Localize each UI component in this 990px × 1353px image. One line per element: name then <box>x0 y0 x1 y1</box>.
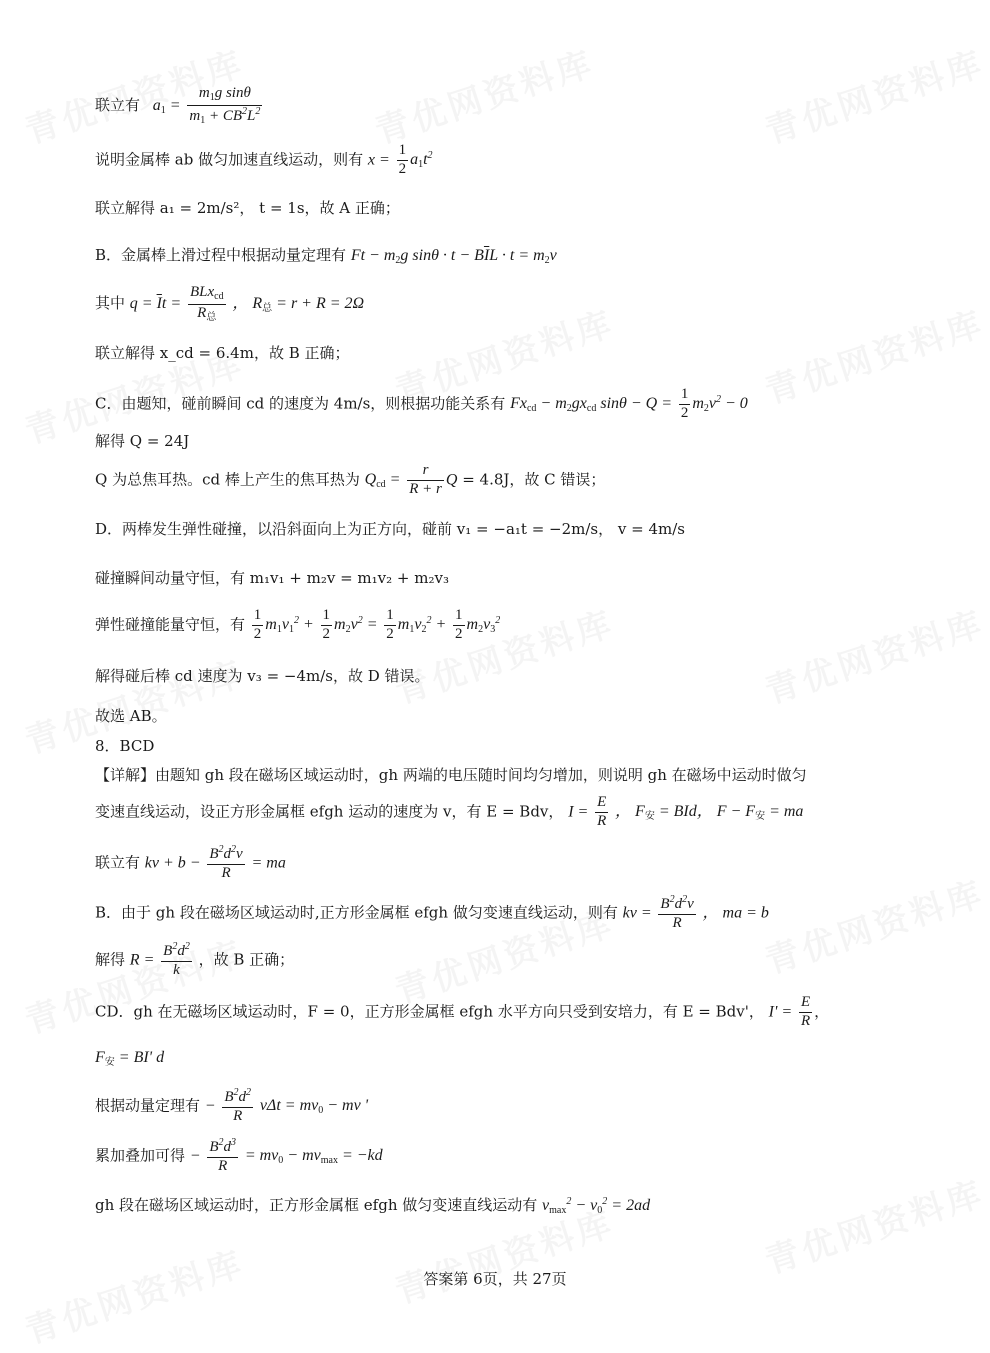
line-text: 8．BCD <box>95 737 155 755</box>
equation-line: $F_安 = BI'$ d <box>95 1049 165 1068</box>
equation-line <box>95 669 430 684</box>
line-text: B．金属棒上滑过程中根据动量定理有 <box>95 246 347 264</box>
watermark <box>758 1166 990 1283</box>
equation-line: 变速直线运动，设正方形金属框 efgh 运动的速度为 v，有 E = Bdv， I = $\frac{E}{R}$ ， $F_安$ = BId， $F - F_安$ = ma <box>95 794 804 829</box>
line-tail: ，故 B 正确； <box>198 950 295 969</box>
equation-line: B．由于 gh 段在磁场区域运动时,正方形金属框 efgh 做匀变速直线运动，则有 kv = $\frac{B^2d^2v}{R}$ ， ma = b <box>95 894 769 931</box>
equation-line <box>95 201 400 216</box>
line-text: 根据动量定理有 <box>95 1096 201 1115</box>
watermark <box>758 866 990 983</box>
equation-line: 解得 R = $\frac{B^2d^2}{k}$ ，故 B 正确； <box>95 941 295 978</box>
equation-line <box>95 571 449 586</box>
equation-line: 说明金属棒 ab 做匀加速直线运动，则有 x = $\frac{1}{2}$ $a_1t^2$ <box>95 142 433 177</box>
line-text: 联立解得 <box>95 199 156 217</box>
line-label: 联立有 <box>95 96 141 114</box>
line-text: 碰撞瞬间动量守恒，有 m₁v₁ + m₂v = m₁v₂ + m₂v₃ <box>95 569 449 587</box>
equation-line: 根据动量定理有 − $\frac{B^2d^2}{R}$ $v\Delta t = mv_0$ − mv ' <box>95 1087 369 1124</box>
line-text: 说明金属棒 ab 做匀加速直线运动，则有 <box>95 150 364 169</box>
equation-line: B．金属棒上滑过程中根据动量定理有 $Ft - m_2g$ $\sin\theta \cdot t - B\overline{I}L \cdot t = m_2v$ <box>95 246 557 266</box>
line-tail: = 4.8J，故 C 错误； <box>462 470 606 489</box>
line-text: 解得 Q = 24J <box>95 432 190 450</box>
equation-line <box>95 346 350 361</box>
line-text: C．由题知，碰前瞬间 cd 的速度为 4m/s，则根据功能关系有 <box>95 394 506 413</box>
equation-line: 弹性碰撞能量守恒，有 $\frac{1}{2}$ $m_1v_1^2$ + $\frac{1}{2}$ $m_2v^2$ = $\frac{1}{2}$ $m_1v_2^2$ + $\frac{1}{2}$ $m_2v_3^2$ <box>95 607 501 642</box>
equation-line: gh 段在磁场区域运动时，正方形金属框 efgh 做匀变速直线运动有 $v_{max}^2 - v_0^2 = 2ad$ <box>95 1196 651 1216</box>
equation-line <box>95 768 807 783</box>
line-text: CD．gh 在无磁场区域运动时，F = 0，正方形金属框 efgh 水平方向只受到安培力，有 E = Bdv'， <box>95 1002 764 1021</box>
equation-line: 累加叠加可得 − $\frac{B^2d^3}{R}$ = $mv_0 - mv_{max} = -kd$ <box>95 1137 383 1174</box>
equation-line: 其中 $q = \overline{I}t$ = $\frac{BLx_{cd}}{R_总}$ ， $R_总 = r + R = 2\Omega$ <box>95 284 365 323</box>
line-text: 弹性碰撞能量守恒，有 <box>95 615 246 634</box>
line-text: D．两棒发生弹性碰撞，以沿斜面向上为正方向，碰前 v₁ = −a₁t = −2m/s， v = 4m/s <box>95 520 685 538</box>
line-text: 联立有 <box>95 853 141 872</box>
watermark <box>18 1236 250 1353</box>
equation-line: C．由题知，碰前瞬间 cd 的速度为 4m/s，则根据功能关系有 $Fx_{cd} - m_2gx_{cd}$ sinθ − Q = $\frac{1}{2}$ $m_2v^2 - 0$ <box>95 386 748 421</box>
line-text: 变速直线运动，设正方形金属框 efgh 运动的速度为 v，有 E = Bdv， <box>95 802 564 821</box>
line-text: 联立解得 <box>95 344 156 362</box>
equation-line: 联立有 $a_1$ = $\frac{m_1g \sin\theta}{m_1 + CB^2L^2}$ <box>95 85 261 126</box>
watermark <box>758 36 990 153</box>
line-label: 其中 <box>95 294 126 312</box>
line-text: B．由于 gh 段在磁场区域运动时,正方形金属框 efgh 做匀变速直线运动，则有 <box>95 903 618 922</box>
watermark <box>758 596 990 713</box>
line-text: 解得碰后棒 cd 速度为 v₃ = −4m/s，故 D 错误。 <box>95 667 430 685</box>
equation-line <box>95 709 167 724</box>
equation-line: CD．gh 在无磁场区域运动时，F = 0，正方形金属框 efgh 水平方向只受到安培力，有 E = Bdv'， I' = $\frac{E}{R}$ ， <box>95 994 830 1029</box>
watermark <box>758 296 990 413</box>
question-number <box>95 739 154 754</box>
equation-line: 联立有 kv + b − $\frac{B^2d^2v}{R}$ = ma <box>95 844 286 881</box>
line-values: a₁ = 2m/s²， t = 1s，故 A 正确； <box>159 199 400 217</box>
watermark <box>368 36 600 153</box>
line-values: x_cd = 6.4m，故 B 正确； <box>159 344 350 362</box>
equation-line <box>95 522 685 537</box>
equation-line <box>95 434 189 449</box>
page-footer: 答案第 6页，共 27页 <box>423 1270 567 1288</box>
line-text: Q 为总焦耳热。cd 棒上产生的焦耳热为 <box>95 470 360 489</box>
line-text: 累加叠加可得 <box>95 1146 186 1165</box>
line-text: gh 段在磁场区域运动时，正方形金属框 efgh 做匀变速直线运动有 <box>95 1196 538 1214</box>
line-text: 解得 <box>95 950 126 969</box>
line-text: 【详解】由题知 gh 段在磁场区域运动时，gh 两端的电压随时间均匀增加，则说明 gh 在磁场中运动时做匀 <box>95 766 807 784</box>
equation-line: Q 为总焦耳热。cd 棒上产生的焦耳热为 $Q_{cd}$ = $\frac{r}{R + r}$ Q = 4.8J，故 C 错误； <box>95 462 606 497</box>
line-text: 故选 AB。 <box>95 707 167 725</box>
